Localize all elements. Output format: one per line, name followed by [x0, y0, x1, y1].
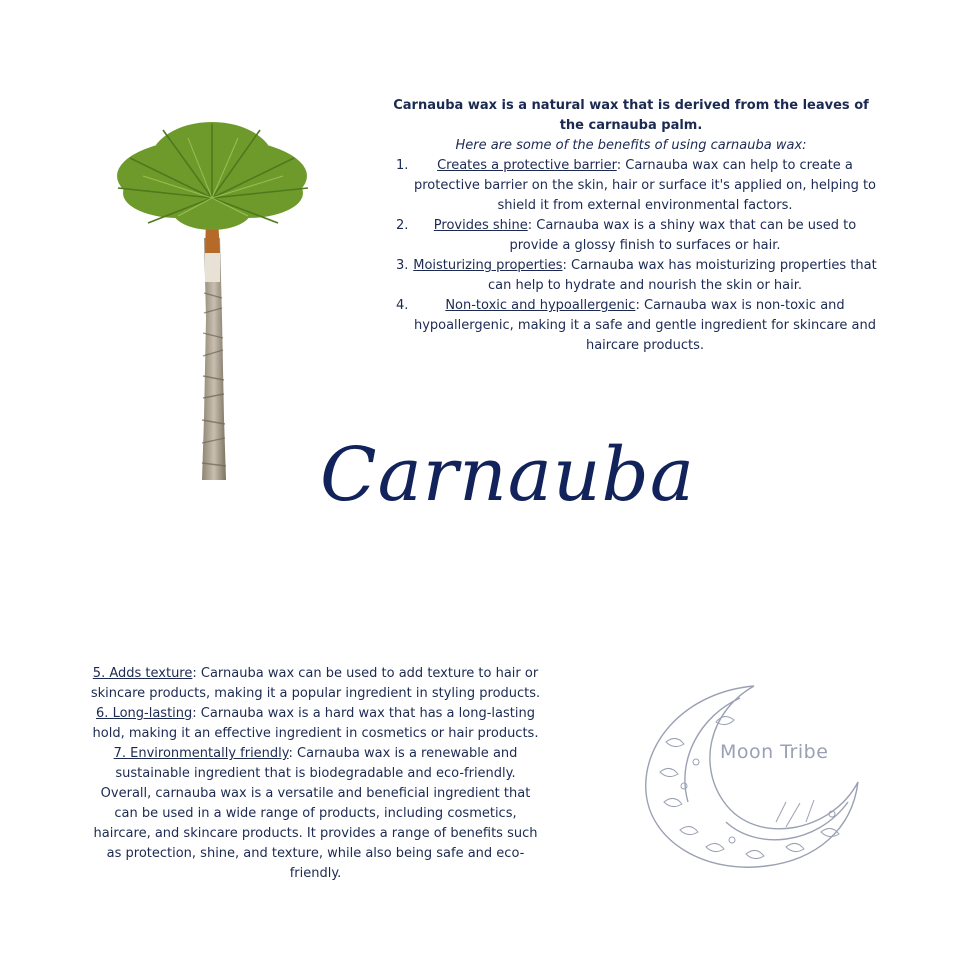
benefit-item [380, 256, 882, 296]
benefit-term: 6. Long-lasting [96, 706, 193, 721]
benefit-number: 3. [396, 258, 409, 273]
benefit-text: : Carnauba wax can be used to add texture to hair or skincare products, making it a popular ingredient in styling products. [90, 666, 541, 701]
benefit-text: : Carnauba wax is a hard wax that has a long-lasting hold, making it an effective ingredient in cosmetics or hair products. [92, 706, 539, 741]
benefit-term: Moisturizing properties [413, 258, 563, 273]
overall-summary: Overall, carnauba wax is a versatile and beneficial ingredient that can be used in a wide range of products, including cosmetics, haircare, and skincare products. It provides a range of benefits such as protection, shine, and texture, while also being safe and eco-friendly. [93, 786, 538, 881]
benefit-paragraph [88, 744, 543, 784]
benefit-text: : Carnauba wax is non-toxic and hypoallergenic, making it a safe and gentle ingredient for skincare and haircare products. [413, 298, 877, 353]
benefits-subheading: Here are some of the benefits of using carnauba wax: [455, 138, 807, 153]
intro-text-block [380, 96, 882, 356]
benefit-text: : Carnauba wax is a shiny wax that can be used to provide a glossy finish to surfaces or hair. [509, 218, 857, 253]
benefit-text: : Carnauba wax is a renewable and sustainable ingredient that is biodegradable and eco-friendly. [115, 746, 518, 781]
benefit-item [380, 296, 882, 356]
carnauba-palm-image [108, 118, 318, 486]
benefit-item [380, 156, 882, 216]
benefit-paragraph [88, 664, 543, 704]
benefit-term: 7. Environmentally friendly [113, 746, 289, 761]
benefit-paragraph [88, 704, 543, 744]
benefit-term: Non-toxic and hypoallergenic [445, 298, 636, 313]
benefit-text: : Carnauba wax can help to create a protective barrier on the skin, hair or surface it's applied on, helping to shield it from external environmental factors. [413, 158, 877, 213]
benefit-item [380, 216, 882, 256]
benefits-list [380, 156, 882, 356]
page-title: Carnauba [320, 432, 696, 518]
benefit-term: Provides shine [433, 218, 528, 233]
benefit-term: 5. Adds texture [92, 666, 193, 681]
logo-text: Moon Tribe [720, 741, 829, 763]
benefit-number: 1. [396, 158, 409, 173]
moon-tribe-logo [636, 682, 868, 870]
benefit-number: 4. [396, 298, 409, 313]
benefit-number: 2. [396, 218, 409, 233]
more-benefits-block [88, 664, 543, 884]
benefit-text: : Carnauba wax has moisturizing properties that can help to hydrate and nourish the skin or hair. [487, 258, 877, 293]
intro-headline: Carnauba wax is a natural wax that is derived from the leaves of the carnauba palm. [393, 98, 869, 133]
benefit-term: Creates a protective barrier [437, 158, 617, 173]
